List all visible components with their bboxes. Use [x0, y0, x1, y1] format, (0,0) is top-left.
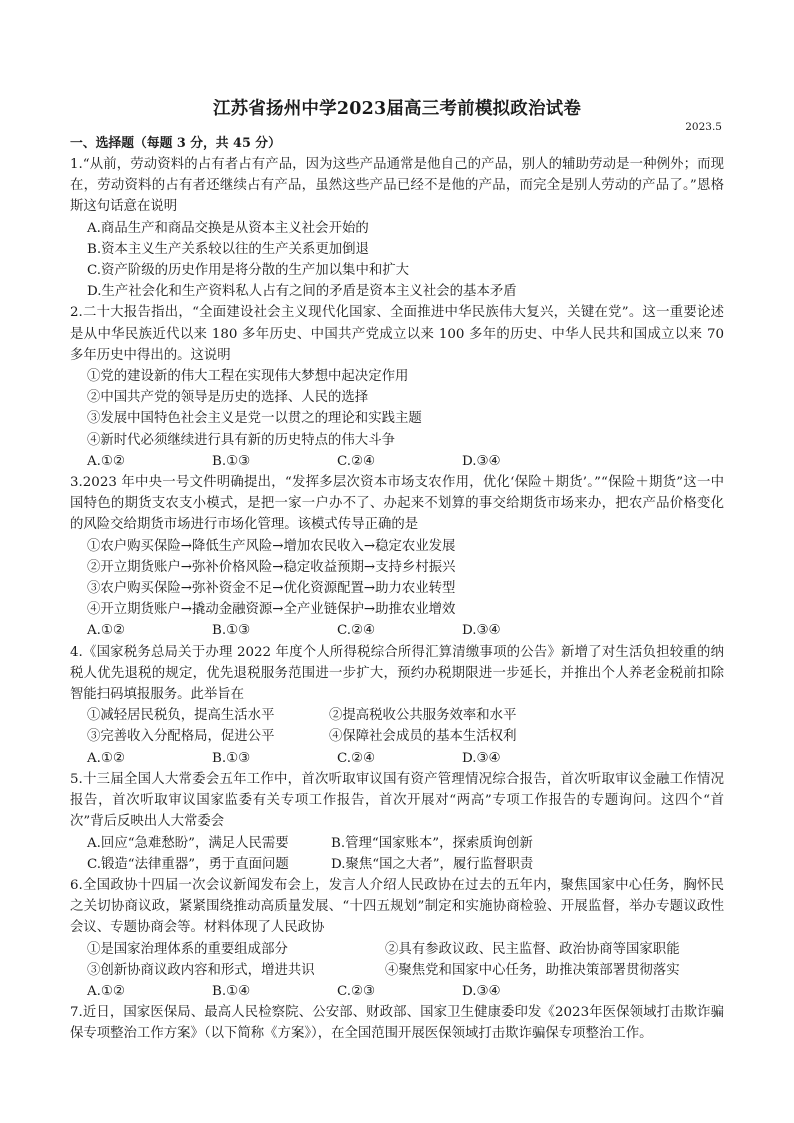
- question-5-choices-row-1: [70, 833, 724, 854]
- question-3-statement-4: ④开立期货账户→撬动金融资源→全产业链保护→助推农业增效: [87, 602, 456, 618]
- question-6-option-d: D.③④: [462, 983, 501, 999]
- question-3-choices: [70, 620, 724, 641]
- question-3-option-b: B.①③: [212, 623, 251, 639]
- question-6-choices: [70, 981, 724, 1002]
- question-4-option-b: B.①③: [212, 750, 251, 766]
- question-4-choices: [70, 748, 724, 769]
- question-1-option-b: B.资本主义生产关系较以往的生产关系更加倒退: [87, 241, 369, 257]
- question-4-option-c: C.②④: [337, 750, 376, 766]
- question-4-statement-2: ②提高税收公共服务效率和水平: [329, 708, 517, 724]
- question-1-option-d: D.生产社会化和生产资料私人占有之间的矛盾是资本主义社会的基本矛盾: [87, 284, 517, 300]
- question-1-option-c: C.资产阶级的历史作用是将分散的生产加以集中和扩大: [87, 263, 410, 279]
- question-4-statement-1: ①减轻居民税负，提高生活水平: [87, 708, 275, 724]
- question-2-statement-1: ①党的建设新的伟大工程在实现伟大梦想中起决定作用: [87, 369, 409, 385]
- exam-date: 2023.5: [685, 121, 722, 133]
- question-5-option-b: B.管理“国家账本”，探索质询创新: [331, 835, 533, 851]
- question-1-option-a: A.商品生产和商品交换是从资本主义社会开始的: [87, 220, 369, 236]
- question-4-statement-3: ③完善收入分配格局，促进公平: [87, 729, 275, 745]
- question-6-option-a: A.①②: [87, 983, 125, 999]
- section-heading: 一、选择题（每题 3 分，共 45 分）: [70, 136, 281, 151]
- question-3-statement-3: ③农户购买保险→弥补资金不足→优化资源配置→助力农业转型: [87, 581, 456, 597]
- question-5-option-c: C.锻造“法律重器”，勇于直面问题: [87, 856, 289, 872]
- question-4-option-a: A.①②: [87, 750, 125, 766]
- question-4-statements-row-1: [70, 705, 724, 726]
- question-4-statement-4: ④保障社会成员的基本生活权利: [329, 729, 517, 745]
- question-2-choices: [70, 451, 724, 472]
- question-3-option-c: C.②④: [337, 623, 376, 639]
- question-5-option-a: A.回应“急难愁盼”，满足人民需要: [87, 835, 289, 851]
- question-2-stem: 2.二十大报告指出，“全面建设社会主义现代化国家、全面推进中华民族伟大复兴，关键在党”。这一重要论述是从中华民族近代以来 180 多年历史、中国共产党成立以来 100 多年的历史、中华人民共和国成立以来 70 多年历史中得出的。这说明: [70, 305, 724, 363]
- question-2-option-b: B.①③: [212, 453, 251, 469]
- question-5-stem: 5.十三届全国人大常委会五年工作中，首次听取审议国有资产管理情况综合报告，首次听取审议金融工作情况报告，首次听取审议国家监委有关专项工作报告，首次开展对“两高”专项工作报告的专题询问。这四个“首次”背后反映出人大常委会: [70, 771, 724, 830]
- question-2-statement-3: ③发展中国特色社会主义是党一以贯之的理论和实践主题: [87, 411, 422, 427]
- question-3-statement-2: ②开立期货账户→弥补价格风险→稳定收益预期→支持乡村振兴: [87, 559, 456, 575]
- question-3-stem: 3.2023 年中央一号文件明确提出，“发挥多层次资本市场支农作用，优化‘保险＋期货’。”“保险＋期货”这一中国特色的期货支农支小模式，是把一家一户办不了、办起来不划算的事交给期货市场来办，把农产品价格变化的风险交给期货市场进行市场化管理。该模式传导正确的是: [70, 475, 724, 533]
- question-6-statement-1: ①是国家治理体系的重要组成部分: [87, 941, 288, 957]
- question-6-statements-row-1: [70, 939, 724, 960]
- question-6-option-c: C.②③: [337, 983, 376, 999]
- question-6-statement-4: ④聚焦党和国家中心任务，助推决策部署贯彻落实: [385, 962, 680, 978]
- question-3-option-a: A.①②: [87, 623, 125, 639]
- question-4-statements-row-2: [70, 726, 724, 747]
- question-1-stem: 1.“从前，劳动资料的占有者占有产品，因为这些产品通常是他自己的产品，别人的辅助劳动是一种例外；而现在，劳动资料的占有者还继续占有产品，虽然这些产品已经不是他的产品，而完全是别人劳动的产品了。”恩格斯这句话意在说明: [70, 157, 724, 215]
- question-2-statement-2: ②中国共产党的领导是历史的选择、人民的选择: [87, 390, 369, 406]
- question-3-statement-1: ①农户购买保险→降低生产风险→增加农民收入→稳定农业发展: [87, 538, 456, 554]
- question-3-option-d: D.③④: [462, 623, 501, 639]
- question-2-statement-4: ④新时代必须继续进行具有新的历史特点的伟大斗争: [87, 432, 395, 448]
- question-6-statement-3: ③创新协商议政内容和形式，增进共识: [87, 962, 315, 978]
- question-6-option-b: B.①④: [212, 983, 251, 999]
- page-title: 江苏省扬州中学2023届高三考前模拟政治试卷: [212, 99, 582, 119]
- question-6-statement-2: ②具有参政议政、民主监督、政治协商等国家职能: [385, 941, 680, 957]
- question-2-option-a: A.①②: [87, 453, 125, 469]
- question-5-option-d: D.聚焦“国之大者”，履行监督职责: [331, 856, 534, 872]
- question-6-stem: 6.全国政协十四届一次会议新闻发布会上，发言人介绍人民政协在过去的五年内，聚焦国家中心任务，胸怀民之关切协商议政，紧紧围绕推动高质量发展、“十四五规划”制定和实施协商检验、开展监督，举办专题议政性会议、专题协商会等。材料体现了人民政协: [70, 877, 724, 936]
- question-5-choices-row-2: [70, 854, 724, 875]
- question-2-option-c: C.②④: [337, 453, 376, 469]
- question-2-option-d: D.③④: [462, 453, 501, 469]
- question-4-option-d: D.③④: [462, 750, 501, 766]
- question-6-statements-row-2: [70, 960, 724, 981]
- question-7-stem: 7.近日，国家医保局、最高人民检察院、公安部、财政部、国家卫生健康委印发《2023年医保领域打击欺诈骗保专项整治工作方案》（以下简称《方案》），在全国范围开展医保领域打击欺诈骗保专项整治工作。: [70, 1005, 724, 1042]
- question-4-stem: 4.《国家税务总局关于办理 2022 年度个人所得税综合所得汇算清缴事项的公告》新增了对生活负担较重的纳税人优先退税的规定，优先退税服务范围进一步扩大，预约办税期限进一步延长，并推出个人养老金税前扣除智能扫码填报服务。此举旨在: [70, 644, 724, 703]
